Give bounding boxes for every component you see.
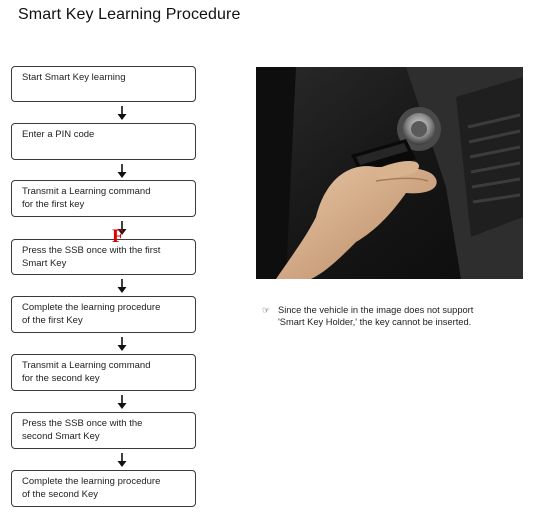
step-7-line2: second Smart Key [22,430,100,442]
step-5-box [11,296,196,333]
step-7-line1: Press the SSB once with the [22,418,143,429]
step-8-box [11,470,196,507]
step-7-box [11,412,196,449]
step-2-line1: Enter a PIN code [22,129,95,140]
down-arrow-icon [115,453,129,467]
ignition-photo [256,67,523,279]
step-6-line2: for the second key [22,372,100,384]
step-1-line1: Start Smart Key learning [22,72,126,83]
page-title: Smart Key Learning Procedure [18,6,241,23]
down-arrow-icon [115,395,129,409]
step-2-box [11,123,196,160]
step-1-box [11,66,196,102]
step-5-line2: of the first Key [22,314,83,326]
step-4-line2: Smart Key [22,257,67,269]
down-arrow-icon [115,337,129,351]
step-4-line1: Press the SSB once with the first [22,245,161,256]
note-line1: Since the vehicle in the image does not support [278,305,474,315]
step-6-line1: Transmit a Learning command [22,360,151,371]
down-arrow-icon [115,164,129,178]
note [262,304,527,328]
step-4-box [11,239,196,275]
down-arrow-icon [115,106,129,120]
step-3-line1: Transmit a Learning command [22,186,151,197]
note-line2: 'Smart Key Holder,' the key cannot be inserted. [278,317,472,327]
down-arrow-icon [115,279,129,293]
step-6-box [11,354,196,391]
red-f-watermark: F [112,226,124,247]
step-3-box [11,180,196,217]
step-5-line1: Complete the learning procedure [22,302,161,313]
step-8-line1: Complete the learning procedure [22,476,161,487]
pointing-hand-icon: ☞ [262,305,271,315]
step-3-line2: for the first key [22,198,85,210]
step-8-line2: of the second Key [22,488,99,500]
